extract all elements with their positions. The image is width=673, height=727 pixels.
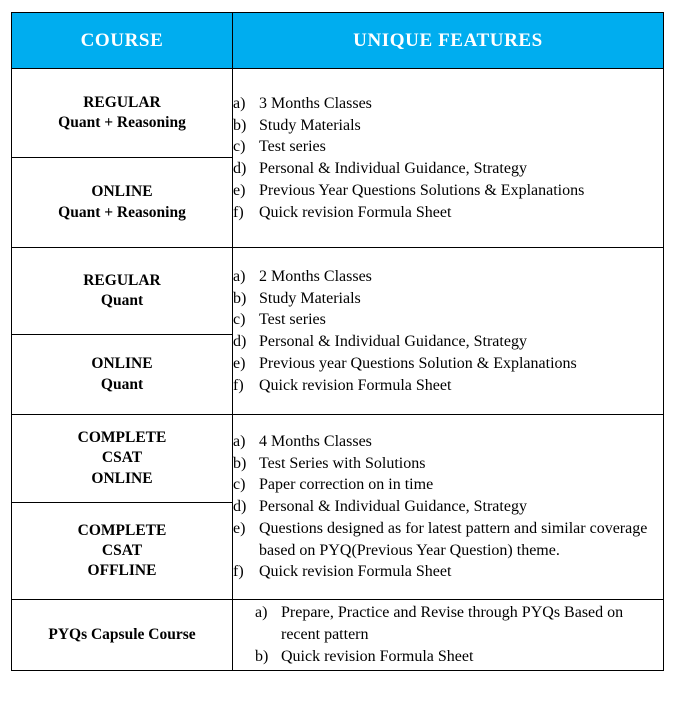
- list-item: [233, 266, 663, 288]
- list-item: [233, 180, 663, 202]
- features-list: [255, 602, 663, 667]
- column-header-unique-features: UNIQUE FEATURES: [233, 13, 664, 69]
- list-item: [233, 474, 663, 496]
- course-cell-online-quant-reasoning: [12, 158, 233, 248]
- list-marker: b): [233, 116, 247, 134]
- list-text: Personal & Individual Guidance, Strategy: [259, 333, 527, 350]
- features-list: [233, 266, 663, 397]
- table-row: [12, 600, 664, 671]
- list-text: Personal & Individual Guidance, Strategy: [259, 160, 527, 177]
- list-item: [233, 115, 663, 137]
- course-cell-online-quant: [12, 335, 233, 415]
- features-list: [233, 93, 663, 224]
- list-item: [233, 561, 663, 583]
- course-cell-complete-csat-online: [12, 415, 233, 503]
- list-text: Personal & Individual Guidance, Strategy: [259, 498, 527, 516]
- list-marker: e): [233, 519, 246, 537]
- list-text: Test series: [259, 311, 326, 329]
- list-marker: d): [233, 498, 247, 516]
- course-line: CSAT: [101, 449, 143, 467]
- list-item: [233, 375, 663, 397]
- list-text: Previous year Questions Solution & Explanations: [259, 354, 577, 372]
- list-item: [255, 646, 663, 668]
- list-text: Quick revision Formula Sheet: [281, 647, 474, 665]
- course-line: Quant: [100, 292, 144, 309]
- list-text: Paper correction on in time: [259, 476, 434, 494]
- list-marker: b): [255, 647, 269, 665]
- list-text: Quick revision Formula Sheet: [259, 376, 452, 394]
- list-text: Test Series with Solutions: [259, 454, 426, 472]
- list-marker: e): [233, 354, 246, 372]
- course-comparison-table: [11, 12, 664, 671]
- list-marker: d): [233, 333, 247, 350]
- list-item: [233, 431, 663, 453]
- list-item: [233, 518, 663, 562]
- table-row: [12, 69, 664, 158]
- list-item: [233, 288, 663, 310]
- table-row: [12, 415, 664, 503]
- list-text: Previous Year Questions Solutions & Explanations: [259, 181, 585, 199]
- list-text: Prepare, Practice and Revise through PYQs Based on recent pattern: [281, 604, 624, 644]
- features-list: [233, 431, 663, 583]
- list-marker: f): [233, 376, 244, 394]
- course-line: ONLINE: [91, 469, 153, 487]
- list-text: Quick revision Formula Sheet: [259, 203, 452, 221]
- course-cell-regular-quant-reasoning: [12, 69, 233, 158]
- list-marker: a): [233, 267, 246, 285]
- course-line: COMPLETE: [77, 521, 167, 539]
- list-marker: b): [233, 289, 247, 307]
- list-text: 4 Months Classes: [259, 432, 372, 450]
- list-text: Study Materials: [259, 116, 361, 134]
- course-line: CSAT: [101, 541, 143, 559]
- column-header-course: COURSE: [12, 13, 233, 69]
- list-text: 2 Months Classes: [259, 267, 372, 285]
- course-line: Quant + Reasoning: [58, 114, 186, 131]
- features-cell-block-2: [233, 248, 664, 415]
- list-text: Questions designed as for latest pattern and similar coverage based on PYQ(Previous Year Question) theme.: [259, 519, 648, 559]
- list-marker: c): [233, 476, 246, 494]
- list-marker: f): [233, 203, 244, 221]
- list-text: Study Materials: [259, 289, 361, 307]
- table-body: [12, 69, 664, 671]
- list-marker: e): [233, 181, 246, 199]
- list-text: Quick revision Formula Sheet: [259, 563, 452, 581]
- list-item: [233, 202, 663, 224]
- list-marker: c): [233, 311, 246, 329]
- course-cell-pyqs-capsule-course: [12, 600, 233, 671]
- list-marker: b): [233, 454, 247, 472]
- header-row: [12, 13, 664, 69]
- table-row: [12, 248, 664, 335]
- table-header: [12, 13, 664, 69]
- list-marker: a): [233, 432, 246, 450]
- features-cell-block-1: [233, 69, 664, 248]
- course-line: OFFLINE: [87, 562, 157, 580]
- course-cell-regular-quant: [12, 248, 233, 335]
- course-line: REGULAR: [83, 271, 161, 289]
- list-item: [233, 353, 663, 375]
- list-item: [233, 331, 663, 353]
- course-line: COMPLETE: [77, 429, 167, 447]
- list-item: [233, 158, 663, 180]
- list-item: [233, 93, 663, 115]
- course-line: PYQs Capsule Course: [48, 625, 196, 643]
- features-cell-block-3: [233, 415, 664, 600]
- list-text: Test series: [259, 138, 326, 156]
- course-line: Quant: [100, 375, 144, 393]
- list-item: [233, 136, 663, 158]
- list-marker: a): [255, 604, 268, 622]
- course-line: ONLINE: [91, 183, 153, 201]
- list-marker: c): [233, 138, 246, 156]
- features-cell-block-4: [233, 600, 664, 671]
- list-item: [233, 496, 663, 518]
- list-text: 3 Months Classes: [259, 94, 372, 112]
- list-item: [233, 453, 663, 475]
- list-marker: d): [233, 160, 247, 177]
- course-cell-complete-csat-offline: [12, 503, 233, 600]
- list-item: [233, 309, 663, 331]
- course-line: Quant + Reasoning: [58, 203, 186, 221]
- list-item: [255, 602, 663, 646]
- list-marker: f): [233, 563, 244, 581]
- course-line: ONLINE: [91, 355, 153, 373]
- list-marker: a): [233, 94, 246, 112]
- course-line: REGULAR: [83, 93, 161, 111]
